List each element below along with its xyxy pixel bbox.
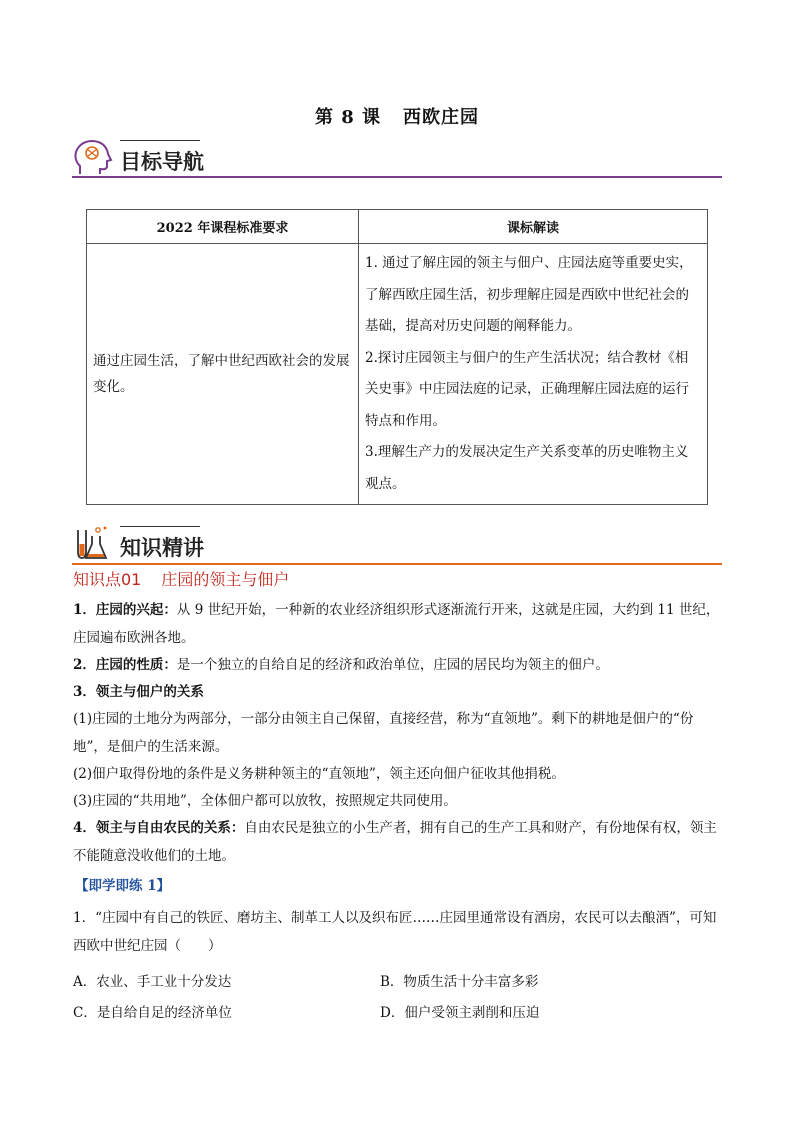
knowledge-point-title xyxy=(73,567,289,590)
lesson-name: 西欧庄园 xyxy=(403,107,480,128)
table-header: 课标解读 xyxy=(359,210,708,244)
option-d: D．佃户受领主剥削和压迫 xyxy=(380,1005,540,1021)
option-c: C．是自给自足的经济单位 xyxy=(73,1005,232,1021)
question-stem: 1．“庄园中有自己的铁匠、磨坊主、制革工人以及织布匠……庄园里通常设有酒房，农民可以去酿酒”，可知西欧中世纪庄园（ ） xyxy=(73,910,717,954)
item-heading: 2．庄园的性质： xyxy=(73,657,177,673)
knowledge-item xyxy=(73,706,723,761)
item-text: 从 9 世纪开始，一种新的农业经济组织形式逐渐流行开来，这就是庄园，大约到 11 世纪，庄园遍布欧洲各地。 xyxy=(73,602,720,646)
lab-flask-icon xyxy=(72,524,114,564)
knowledge-item xyxy=(73,761,723,789)
option-b: B．物质生活十分丰富多彩 xyxy=(380,974,539,990)
table-header: 2022 年课程标准要求 xyxy=(87,210,359,244)
brain-head-icon xyxy=(72,138,114,178)
option-a: A．农业、手工业十分发达 xyxy=(73,974,232,990)
interpretation-item: 2.探讨庄园领主与佃户的生产生活状况；结合教材《相关史事》中庄园法庭的记录，正确理解庄园法庭的运行特点和作用。 xyxy=(365,349,689,429)
item-heading: 3．领主与佃户的关系 xyxy=(73,684,204,700)
section-header-knowledge xyxy=(72,524,722,564)
table-header-row xyxy=(87,210,708,244)
knowledge-point-name: 庄园的领主与佃户 xyxy=(161,570,290,589)
knowledge-item xyxy=(73,652,723,680)
item-heading: 1．庄园的兴起： xyxy=(73,602,177,618)
item-text: 自由农民是独立的小生产者，拥有自己的生产工具和财产，有份地保有权，领主不能随意没收他们的土地。 xyxy=(73,820,717,864)
item-heading: 4．领主与自由农民的关系： xyxy=(73,820,245,836)
page-title xyxy=(0,103,794,129)
lesson-number: 第 8 课 xyxy=(314,107,382,128)
knowledge-item xyxy=(73,597,723,652)
item-text: 是一个独立的自给自足的经济和政治单位，庄园的居民均为领主的佃户。 xyxy=(176,657,609,673)
section-label: 目标导航 xyxy=(120,150,204,174)
knowledge-item xyxy=(73,679,723,707)
item-text: (3)庄园的“共用地”，全体佃户都可以放牧，按照规定共同使用。 xyxy=(73,793,457,809)
knowledge-point-number: 知识点01 xyxy=(73,570,142,589)
standards-table xyxy=(86,209,708,505)
interpretation-item: 3.理解生产力的发展决定生产关系变革的历史唯物主义观点。 xyxy=(365,444,689,492)
interpretation-item: 1. 通过了解庄园的领主与佃户、庄园法庭等重要史实，了解西欧庄园生活，初步理解庄园是西欧中世纪社会的基础，提高对历史问题的阐释能力。 xyxy=(365,255,693,334)
item-text: (2)佃户取得份地的条件是义务耕种领主的“直领地”，领主还向佃户征收其他捐税。 xyxy=(73,766,565,782)
knowledge-item xyxy=(73,815,723,870)
section-divider xyxy=(72,176,722,178)
section-label: 知识精讲 xyxy=(120,536,204,560)
section-header-goals xyxy=(72,138,722,178)
practice-label: 【即学即练 1】 xyxy=(75,878,171,894)
table-row xyxy=(87,244,708,505)
standard-requirement: 通过庄园生活，了解中世纪西欧社会的发展变化。 xyxy=(87,244,359,505)
section-divider xyxy=(72,563,722,565)
standard-interpretation xyxy=(359,244,708,505)
item-text: (1)庄园的土地分为两部分，一部分由领主自己保留，直接经营，称为“直领地”。剩下的耕地是佃户的“份地”，是佃户的生活来源。 xyxy=(73,711,694,755)
knowledge-item xyxy=(73,788,723,816)
